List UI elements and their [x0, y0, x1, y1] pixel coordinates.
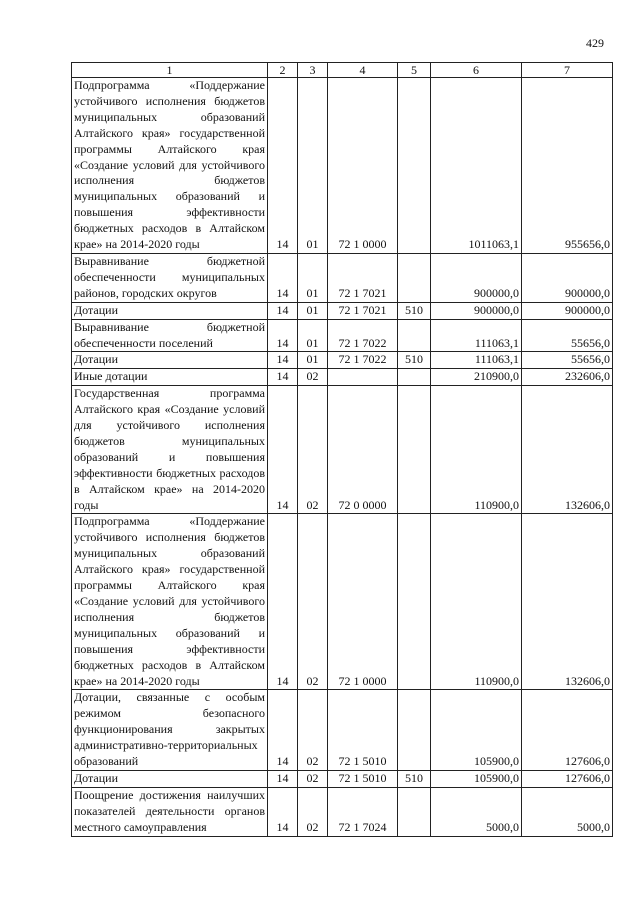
- table-row: [72, 352, 613, 369]
- row-sum-2: 127606,0: [522, 770, 613, 787]
- row-pr: 02: [298, 514, 328, 690]
- row-vr: 510: [398, 302, 431, 319]
- table-row: [72, 253, 613, 302]
- row-name: Государственная программа Алтайского края «Создание условий для устойчивого исполнения бюджетов муниципальных образований и повышения эффективности бюджетных расходов в Алтайском крае» на 2014-2020 годы: [72, 386, 268, 514]
- row-pr: 01: [298, 302, 328, 319]
- row-rz: 14: [268, 302, 298, 319]
- row-name: Дотации: [72, 770, 268, 787]
- table-row: [72, 770, 613, 787]
- row-sum-1: 110900,0: [431, 514, 522, 690]
- table-row: [72, 514, 613, 690]
- row-sum-1: 1011063,1: [431, 78, 522, 254]
- row-vr: [398, 690, 431, 771]
- row-csr: 72 1 0000: [328, 514, 398, 690]
- table-row: [72, 78, 613, 254]
- row-name: Подпрограмма «Поддержание устойчивого исполнения бюджетов муниципальных образований Алтайского края» государственной программы Алтайского края «Создание условий для устойчивого исполнения бюджетов муниципальных образований и повышения эффективности бюджетных расходов в Алтайском крае» на 2014-2020 годы: [72, 78, 268, 254]
- row-pr: 01: [298, 319, 328, 352]
- row-sum-2: 55656,0: [522, 352, 613, 369]
- row-sum-2: 132606,0: [522, 514, 613, 690]
- table-row: [72, 787, 613, 836]
- row-pr: 01: [298, 78, 328, 254]
- row-vr: [398, 787, 431, 836]
- row-name: Дотации: [72, 302, 268, 319]
- table-row: [72, 690, 613, 771]
- row-vr: 510: [398, 352, 431, 369]
- row-rz: 14: [268, 514, 298, 690]
- row-sum-1: 105900,0: [431, 690, 522, 771]
- row-pr: 02: [298, 369, 328, 386]
- row-pr: 02: [298, 386, 328, 514]
- row-csr: [328, 369, 398, 386]
- row-csr: 72 1 7021: [328, 253, 398, 302]
- row-pr: 01: [298, 352, 328, 369]
- row-rz: 14: [268, 690, 298, 771]
- page-number: 429: [586, 36, 604, 50]
- row-name: Дотации, связанные с особым режимом безопасного функционирования закрытых административно-территориальных образований: [72, 690, 268, 771]
- row-sum-2: 900000,0: [522, 253, 613, 302]
- row-vr: [398, 514, 431, 690]
- header-col-6: 6: [431, 63, 522, 78]
- row-csr: 72 1 0000: [328, 78, 398, 254]
- row-sum-1: 110900,0: [431, 386, 522, 514]
- row-vr: [398, 369, 431, 386]
- row-name: Поощрение достижения наилучших показателей деятельности органов местного самоуправления: [72, 787, 268, 836]
- header-col-3: 3: [298, 63, 328, 78]
- row-csr: 72 1 7021: [328, 302, 398, 319]
- row-name: Выравнивание бюджетной обеспеченности муниципальных районов, городских округов: [72, 253, 268, 302]
- row-rz: 14: [268, 253, 298, 302]
- row-rz: 14: [268, 386, 298, 514]
- row-pr: 01: [298, 253, 328, 302]
- row-rz: 14: [268, 352, 298, 369]
- row-sum-1: 111063,1: [431, 319, 522, 352]
- row-pr: 02: [298, 787, 328, 836]
- header-col-4: 4: [328, 63, 398, 78]
- row-sum-1: 210900,0: [431, 369, 522, 386]
- row-sum-2: 132606,0: [522, 386, 613, 514]
- row-sum-2: 232606,0: [522, 369, 613, 386]
- table-row: [72, 386, 613, 514]
- row-vr: [398, 319, 431, 352]
- table-row: [72, 319, 613, 352]
- row-rz: 14: [268, 369, 298, 386]
- row-sum-1: 105900,0: [431, 770, 522, 787]
- row-rz: 14: [268, 319, 298, 352]
- row-sum-1: 111063,1: [431, 352, 522, 369]
- header-col-2: 2: [268, 63, 298, 78]
- row-sum-2: 55656,0: [522, 319, 613, 352]
- row-sum-2: 900000,0: [522, 302, 613, 319]
- row-sum-1: 5000,0: [431, 787, 522, 836]
- row-name: Выравнивание бюджетной обеспеченности поселений: [72, 319, 268, 352]
- header-col-1: 1: [72, 63, 268, 78]
- row-name: Подпрограмма «Поддержание устойчивого исполнения бюджетов муниципальных образований Алтайского края» государственной программы Алтайского края «Создание условий для устойчивого исполнения бюджетов муниципальных образований и повышения эффективности бюджетных расходов в Алтайском крае» на 2014-2020 годы: [72, 514, 268, 690]
- row-sum-2: 955656,0: [522, 78, 613, 254]
- header-col-5: 5: [398, 63, 431, 78]
- table-row: [72, 369, 613, 386]
- row-rz: 14: [268, 78, 298, 254]
- row-name: Дотации: [72, 352, 268, 369]
- row-rz: 14: [268, 770, 298, 787]
- row-csr: 72 1 7022: [328, 352, 398, 369]
- header-col-7: 7: [522, 63, 613, 78]
- header-row: [72, 63, 613, 78]
- row-csr: 72 1 7024: [328, 787, 398, 836]
- row-csr: 72 1 7022: [328, 319, 398, 352]
- row-sum-2: 127606,0: [522, 690, 613, 771]
- row-vr: [398, 253, 431, 302]
- row-pr: 02: [298, 690, 328, 771]
- row-vr: [398, 386, 431, 514]
- row-csr: 72 0 0000: [328, 386, 398, 514]
- row-vr: [398, 78, 431, 254]
- row-rz: 14: [268, 787, 298, 836]
- row-sum-2: 5000,0: [522, 787, 613, 836]
- row-csr: 72 1 5010: [328, 770, 398, 787]
- row-vr: 510: [398, 770, 431, 787]
- row-pr: 02: [298, 770, 328, 787]
- row-csr: 72 1 5010: [328, 690, 398, 771]
- table-row: [72, 302, 613, 319]
- row-sum-1: 900000,0: [431, 253, 522, 302]
- budget-table: [71, 62, 613, 837]
- row-name: Иные дотации: [72, 369, 268, 386]
- row-sum-1: 900000,0: [431, 302, 522, 319]
